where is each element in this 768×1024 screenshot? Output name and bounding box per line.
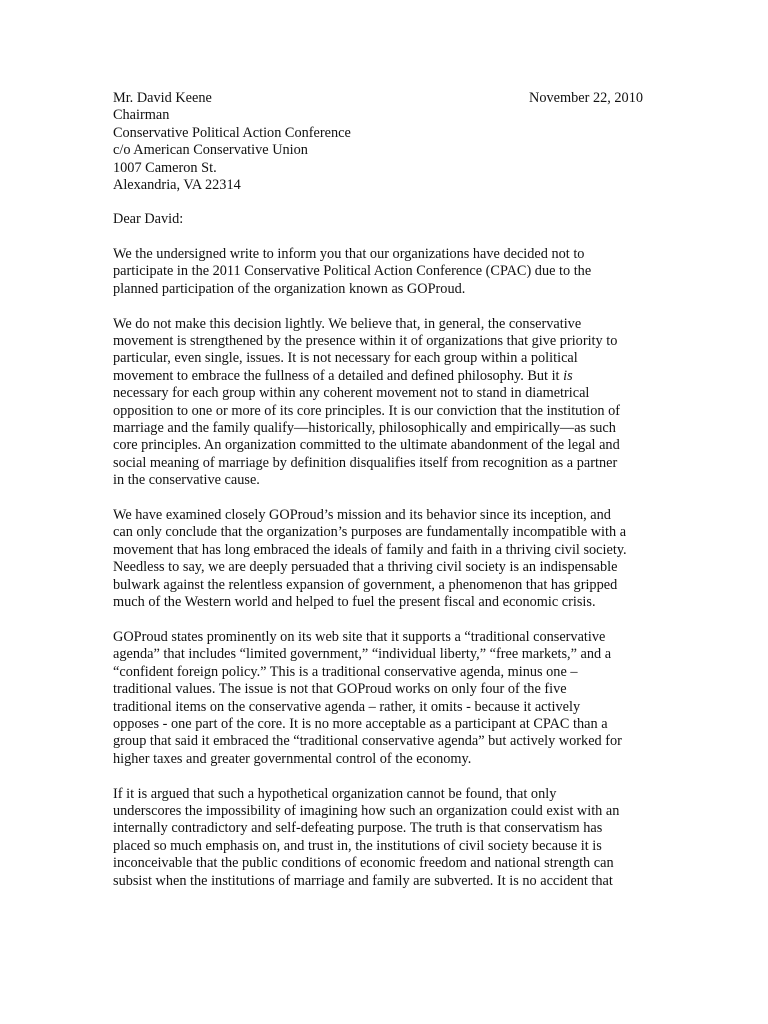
recipient-title: Chairman xyxy=(113,107,170,124)
text-line: opposes - one part of the core. It is no more acceptable as a participant at CPAC than a xyxy=(113,715,608,732)
text-line: We the undersigned write to inform you that our organizations have decided not to xyxy=(113,246,585,262)
salutation: Dear David: xyxy=(113,211,184,227)
letter-body xyxy=(113,246,658,907)
text-line: social meaning of marriage by definition disqualifies itself from recognition as a partner xyxy=(113,454,618,471)
text-line: Needless to say, we are deeply persuaded that a thriving civil society is an indispensable xyxy=(113,559,618,576)
text-line: higher taxes and greater governmental control of the economy. xyxy=(113,750,472,767)
text-line: movement is strengthened by the presence within it of organizations that give priority to xyxy=(113,333,618,350)
recipient-street: 1007 Cameron St. xyxy=(113,159,217,176)
text-line: placed so much emphasis on, and trust in, the institutions of civil society because it is xyxy=(113,837,602,854)
text-line: movement that has long embraced the ideals of family and faith in a thriving civil society. xyxy=(113,541,627,558)
text-line: If it is argued that such a hypothetical organization cannot be found, that only xyxy=(113,785,557,802)
text-line: traditional items on the conservative agenda – rather, it omits - because it actively xyxy=(113,698,581,715)
text-line: We have examined closely GOProud’s mission and its behavior since its inception, and xyxy=(113,507,611,524)
letter-date: November 22, 2010 xyxy=(529,90,643,106)
letter-header xyxy=(113,90,643,194)
text-line: planned participation of the organization known as GOProud. xyxy=(113,280,466,297)
text-line: necessary for each group within any coherent movement not to stand in diametrical xyxy=(113,385,590,402)
recipient-city: Alexandria, VA 22314 xyxy=(113,177,241,194)
paragraph-3 xyxy=(113,507,658,611)
text-line: agenda” that includes “limited government,” “individual liberty,” “free markets,” and a xyxy=(113,646,612,663)
paragraph-5 xyxy=(113,786,658,890)
paragraph-4 xyxy=(113,629,658,768)
text-line: in the conservative cause. xyxy=(113,472,260,489)
text-line: participate in the 2011 Conservative Political Action Conference (CPAC) due to the xyxy=(113,263,592,280)
text-line: bulwark against the relentless expansion of government, a phenomenon that has gripped xyxy=(113,576,618,593)
recipient-name: Mr. David Keene xyxy=(113,90,212,106)
text-line: underscores the impossibility of imagining how such an organization could exist with an xyxy=(113,802,620,819)
text-line: can only conclude that the organization’s purposes are fundamentally incompatible with a xyxy=(113,524,627,541)
text-line: subsist when the institutions of marriage and family are subverted. It is no accident that xyxy=(113,872,613,889)
text-line: inconceivable that the public conditions of economic freedom and national strength can xyxy=(113,855,614,872)
text-line: “confident foreign policy.” This is a traditional conservative agenda, minus one – xyxy=(113,663,578,680)
recipient-care-of: c/o American Conservative Union xyxy=(113,142,308,159)
paragraph-1 xyxy=(113,246,658,298)
text-line: GOProud states prominently on its web site that it supports a “traditional conservative xyxy=(113,628,606,645)
paragraph-2 xyxy=(113,316,658,490)
text-line: particular, even single, issues. It is not necessary for each group within a political xyxy=(113,350,578,367)
text-fragment: movement to embrace the fullness of a detailed and defined philosophy. But it xyxy=(113,367,564,384)
text-line: internally contradictory and self-defeating purpose. The truth is that conservatism has xyxy=(113,820,603,837)
emphasis-text: is xyxy=(563,367,573,384)
text-line: core principles. An organization committed to the ultimate abandonment of the legal and xyxy=(113,437,620,454)
text-line: much of the Western world and helped to fuel the present fiscal and economic crisis. xyxy=(113,594,596,611)
text-line: We do not make this decision lightly. We believe that, in general, the conservative xyxy=(113,315,582,332)
text-line: group that said it embraced the “traditional conservative agenda” but actively worked for xyxy=(113,733,622,750)
text-line xyxy=(113,368,658,385)
recipient-org: Conservative Political Action Conference xyxy=(113,124,351,141)
text-line: traditional values. The issue is not that GOProud works on only four of the five xyxy=(113,681,567,698)
text-line: opposition to one or more of its core principles. It is our conviction that the institution of xyxy=(113,402,621,419)
text-line: marriage and the family qualify—historically, philosophically and empirically—as such xyxy=(113,420,616,437)
